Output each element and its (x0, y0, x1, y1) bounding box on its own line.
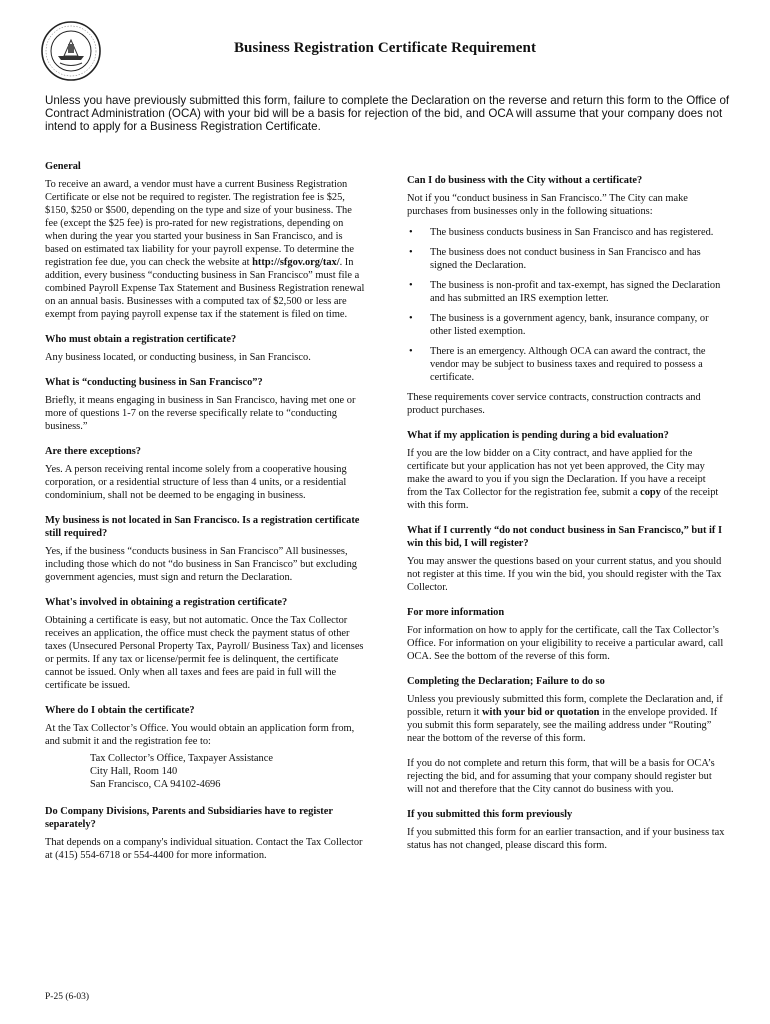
tax-website-link: http://sfgov.org/tax/ (252, 257, 340, 268)
bullet-icon: • (409, 280, 413, 291)
what-heading: What is “conducting business in San Francisco”? (45, 377, 263, 388)
city-seal-icon (40, 20, 102, 82)
completing-bold: with your bid or quotation (482, 707, 600, 718)
pending-heading: What if my application is pending during a bid evaluation? (407, 430, 669, 441)
general-heading: General (45, 161, 81, 172)
list-item-text: The business is non-profit and tax-exempt, has signed the Declaration and has submitted an IRS exemption letter. (430, 280, 721, 304)
list-item-text: The business conducts business in San Francisco and has registered. (430, 227, 714, 238)
form-number: P-25 (6-03) (45, 992, 90, 1002)
list-item (407, 345, 725, 384)
divisions-body: That depends on a company's individual situation. Contact the Tax Collector at (415) 554-6718 or 554-4400 for more information. (45, 837, 363, 861)
situations-list (407, 226, 725, 384)
cover-body: These requirements cover service contracts, construction contracts and product purchases. (407, 392, 701, 416)
can-heading: Can I do business with the City without a certificate? (407, 175, 643, 186)
divisions-heading: Do Company Divisions, Parents and Subsidiaries have to register separately? (45, 806, 333, 830)
where-heading: Where do I obtain the certificate? (45, 705, 195, 716)
bullet-icon: • (409, 346, 413, 357)
can-body: Not if you “conduct business in San Francisco.” The City can make purchases from businesses only in the following situations: (407, 193, 688, 217)
exceptions-heading: Are there exceptions? (45, 446, 141, 457)
more-info-heading: For more information (407, 607, 505, 618)
list-item-text: The business does not conduct business in San Francisco and has signed the Declaration. (430, 247, 701, 271)
bullet-icon: • (409, 313, 413, 324)
what-body: Briefly, it means engaging in business in San Francisco, having met one or more of questions 1-7 on the reverse specifically relate to “conducting business.” (45, 395, 356, 432)
pending-copy-bold: copy (640, 487, 661, 498)
list-item-text: The business is a government agency, bank, insurance company, or other listed exemption. (430, 313, 709, 337)
list-item (407, 226, 725, 239)
exceptions-body: Yes. A person receiving rental income solely from a cooperative housing corporation, or a residential structure of less than 4 units, or a residential condominium, shall not be deemed to be engaging in business. (45, 464, 347, 501)
list-item (407, 279, 725, 305)
involved-body: Obtaining a certificate is easy, but not automatic. Once the Tax Collector receives an application, the office must check the payment status of other taxes (Unsecured Personal Property Tax, Payroll/ Business Tax) and licenses or permits. If any tax or license/permit fee is delinquent, the certificate cannot be issued. Only when all taxes and fees are paid in full will the certificate be issued. (45, 615, 364, 691)
list-item (407, 246, 725, 272)
where-body: At the Tax Collector’s Office. You would obtain an application form from, and submit it and the registration fee to: (45, 723, 355, 747)
completing-heading: Completing the Declaration; Failure to do so (407, 676, 605, 687)
general-text-2: . In addition, every business “conducting business in San Francisco” must file a combined Payroll Expense Tax Statement and Business Registration renewal on an annual basis. Businesses with a computed tax of $2,500 or less are exempt from paying payroll expense tax if the statement is filed on time. (45, 257, 365, 320)
bullet-icon: • (409, 247, 413, 258)
pending-text-1: If you are the low bidder on a City contract, and have applied for the certificate but your application has not yet been approved, the City may make the award to you if you sign the Declaration. If you have a receipt from the Tax Collector for the registration fee, submit a (407, 448, 706, 498)
notconduct-body: You may answer the questions based on your current status, and you should not register at this time. If you win the bid, you should register with the Tax Collector. (407, 556, 722, 593)
previously-heading: If you submitted this form previously (407, 809, 573, 820)
list-item (407, 312, 725, 338)
list-item-text: There is an emergency. Although OCA can award the contract, the vendor may be subject to business taxes and required to possess a certificate. (430, 346, 706, 383)
general-text-1: To receive an award, a vendor must have a current Business Registration Certificate or else not be required to register. The registration fee is $25, $150, $250 or $500, depending on the type and size of your business. The fee (except the $25 fee) is pro-rated for new registrations, depending on when during the year you started your business in San Francisco, and is based on estimated tax liability for your payroll expense. To determine the registration fee due, you can check the website at (45, 179, 354, 268)
completing-text-2: in the envelope provided. If you submit this form separately, see the mailing address under “Routing” near the bottom of the reverse of this form. (407, 707, 718, 744)
right-column (407, 174, 725, 864)
general-paragraph (45, 178, 367, 321)
address-line-3: San Francisco, CA 94102-4696 (90, 779, 221, 790)
pending-text-2: of the receipt with this form. (407, 487, 719, 511)
notlocated-body: Yes, if the business “conducts business in San Francisco” All businesses, including those which do not “do business in San Francisco” but excluding government agencies, must sign and return the Declaration. (45, 546, 357, 583)
who-body: Any business located, or conducting business, in San Francisco. (45, 352, 311, 363)
involved-heading: What's involved in obtaining a registration certificate? (45, 597, 288, 608)
notconduct-heading: What if I currently “do not conduct business in San Francisco,” but if I win this bid, I will register? (407, 525, 723, 549)
pending-body (407, 447, 725, 512)
page-title: Business Registration Certificate Requirement (233, 40, 537, 56)
intro-paragraph: Unless you have previously submitted this form, failure to complete the Declaration on the reverse and return this form to the Office of Contract Administration (OCA) with your bid will be a basis for rejection of the bid, and OCA will assume that your company does not intend to apply for a Business Registration Certificate. (45, 94, 730, 133)
completing-text-1: Unless you previously submitted this form, complete the Declaration and, if possible, return it (407, 694, 723, 718)
notlocated-heading: My business is not located in San Francisco. Is a registration certificate still required? (45, 515, 360, 539)
more-info-body: For information on how to apply for the certificate, call the Tax Collector’s Office. For information on your eligibility to receive a particular award, call OCA. See the bottom of the reverse of this form. (407, 625, 724, 662)
who-heading: Who must obtain a registration certificate? (45, 334, 237, 345)
address-line-2: City Hall, Room 140 (90, 766, 178, 777)
failure-body: If you do not complete and return this form, that will be a basis for OCA’s rejecting the bid, and for assuming that your company should register but will not and therefore that the City cannot do business with you. (407, 758, 715, 795)
previously-body: If you submitted this form for an earlier transaction, and if your business tax status has not changed, please discard this form. (407, 827, 725, 851)
left-column (45, 160, 367, 874)
tax-collector-address (90, 752, 367, 791)
address-line-1: Tax Collector’s Office, Taxpayer Assistance (90, 753, 273, 764)
completing-body (407, 693, 725, 745)
bullet-icon: • (409, 227, 413, 238)
